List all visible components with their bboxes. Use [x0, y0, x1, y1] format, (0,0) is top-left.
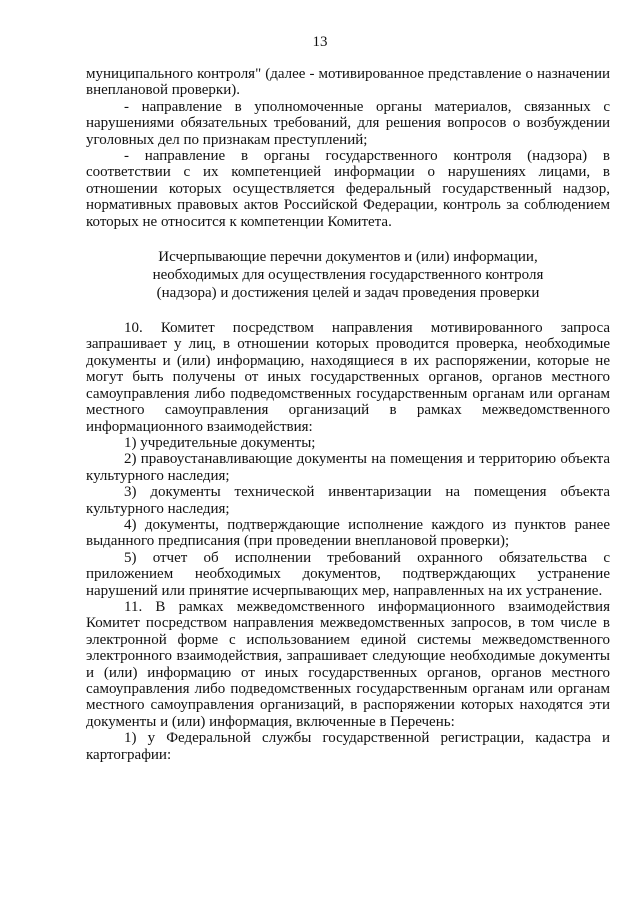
list-item-3: 3) документы технической инвентаризации на помещения объекта культурного наследия;: [86, 484, 610, 517]
document-body: [86, 66, 610, 763]
list-item-5: 5) отчет об исполнении требований охранного обязательства с приложением необходимых документов, подтверждающих устранение нарушений или принятие исчерпывающих мер, направленных на их устранение.: [86, 549, 610, 599]
list-item-4: 4) документы, подтверждающие исполнение каждого из пунктов ранее выданного предписания (при проведении внеплановой проверки);: [86, 516, 610, 550]
page-number: 13: [312, 34, 328, 50]
section-heading-line: Исчерпывающие перечни документов и (или) информации,: [158, 249, 538, 266]
paragraph-dash-item-criminal: - направление в уполномоченные органы материалов, связанных с нарушениями обязательных требований, для решения вопросов о возбуждении уголовных дел по признакам преступлений;: [86, 98, 610, 148]
list-item-2: 2) правоустанавливающие документы на помещения и территорию объекта культурного наследия;: [86, 451, 610, 484]
paragraph-item-10: 10. Комитет посредством направления мотивированного запроса запрашивает у лиц, в отношении которых проводится проверка, необходимые документы и (или) информацию, находящиеся в их распоряжении, которые не могут быть получены от иных государственных органов, органов местного самоуправления либо подведомственных государственным органам или органам местного самоуправления организаций в рамках межведомственного информационного взаимодействия:: [86, 320, 610, 435]
list-item-1: 1) учредительные документы;: [124, 434, 316, 451]
paragraph-dash-item-control-bodies: - направление в органы государственного контроля (надзора) в соответствии с их компетенцией информации о нарушениях лицами, в отношении которых осуществляется федеральный государственный надзор, нормативных правовых актов Российской Федерации, контроль за соблюдением которых не относится к компетенции Комитета.: [86, 148, 610, 230]
section-heading-line: (надзора) и достижения целей и задач проведения проверки: [156, 285, 540, 302]
section-heading-line: необходимых для осуществления государственного контроля: [152, 267, 544, 284]
section-heading: [86, 248, 610, 302]
paragraph-continuation: муниципального контроля" (далее - мотивированное представление о назначении внеплановой проверки).: [86, 66, 610, 99]
paragraph-item-11: 11. В рамках межведомственного информационного взаимодействия Комитет посредством направления межведомственных запросов, в том числе в электронной форме с использованием единой системы межведомственного электронного взаимодействия, запрашивает следующие необходимые документы и (или) информацию от иных государственных органов, органов местного самоуправления либо подведомственных государственным органам или органам местного самоуправления организаций, в распоряжении которых находятся эти документы и (или) информация, включенные в Перечень:: [86, 598, 610, 730]
list-item-1-rosreestr: 1) у Федеральной службы государственной регистрации, кадастра и картографии:: [86, 730, 610, 763]
